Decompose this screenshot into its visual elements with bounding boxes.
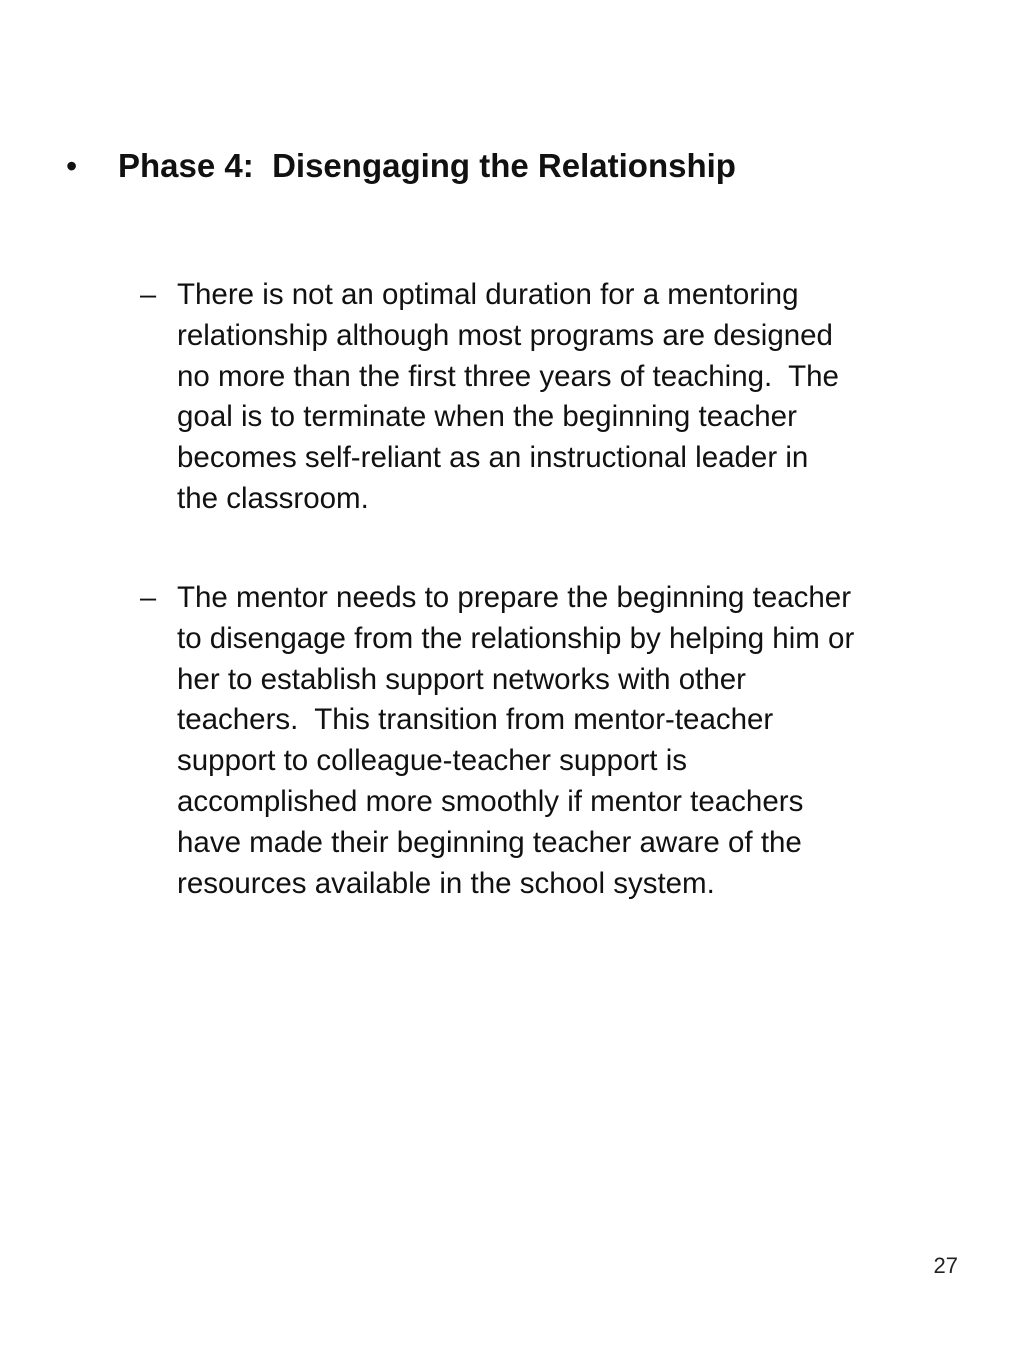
sub-point-text: There is not an optimal duration for a mentoring relationship although most programs are designed no more than the first three years of teaching. The goal is to terminate when the beginning teacher becomes self-reliant as an instructional leader in the classroom. [177,278,839,515]
dash-icon: – [140,582,157,614]
bullet-icon: • [66,148,78,184]
page-number: 27 [933,1253,958,1278]
slide-heading: Phase 4: Disengaging the Relationship [118,147,736,184]
dash-icon: – [140,279,157,311]
sub-point-text: The mentor needs to prepare the beginning teacher to disengage from the relationship by helping him or her to establish support networks with other teachers. This transition from mentor-teacher support to colleague-teacher support is accomplished more smoothly if mentor teachers have made their beginning teacher aware of the resources available in the school system. [177,581,855,900]
